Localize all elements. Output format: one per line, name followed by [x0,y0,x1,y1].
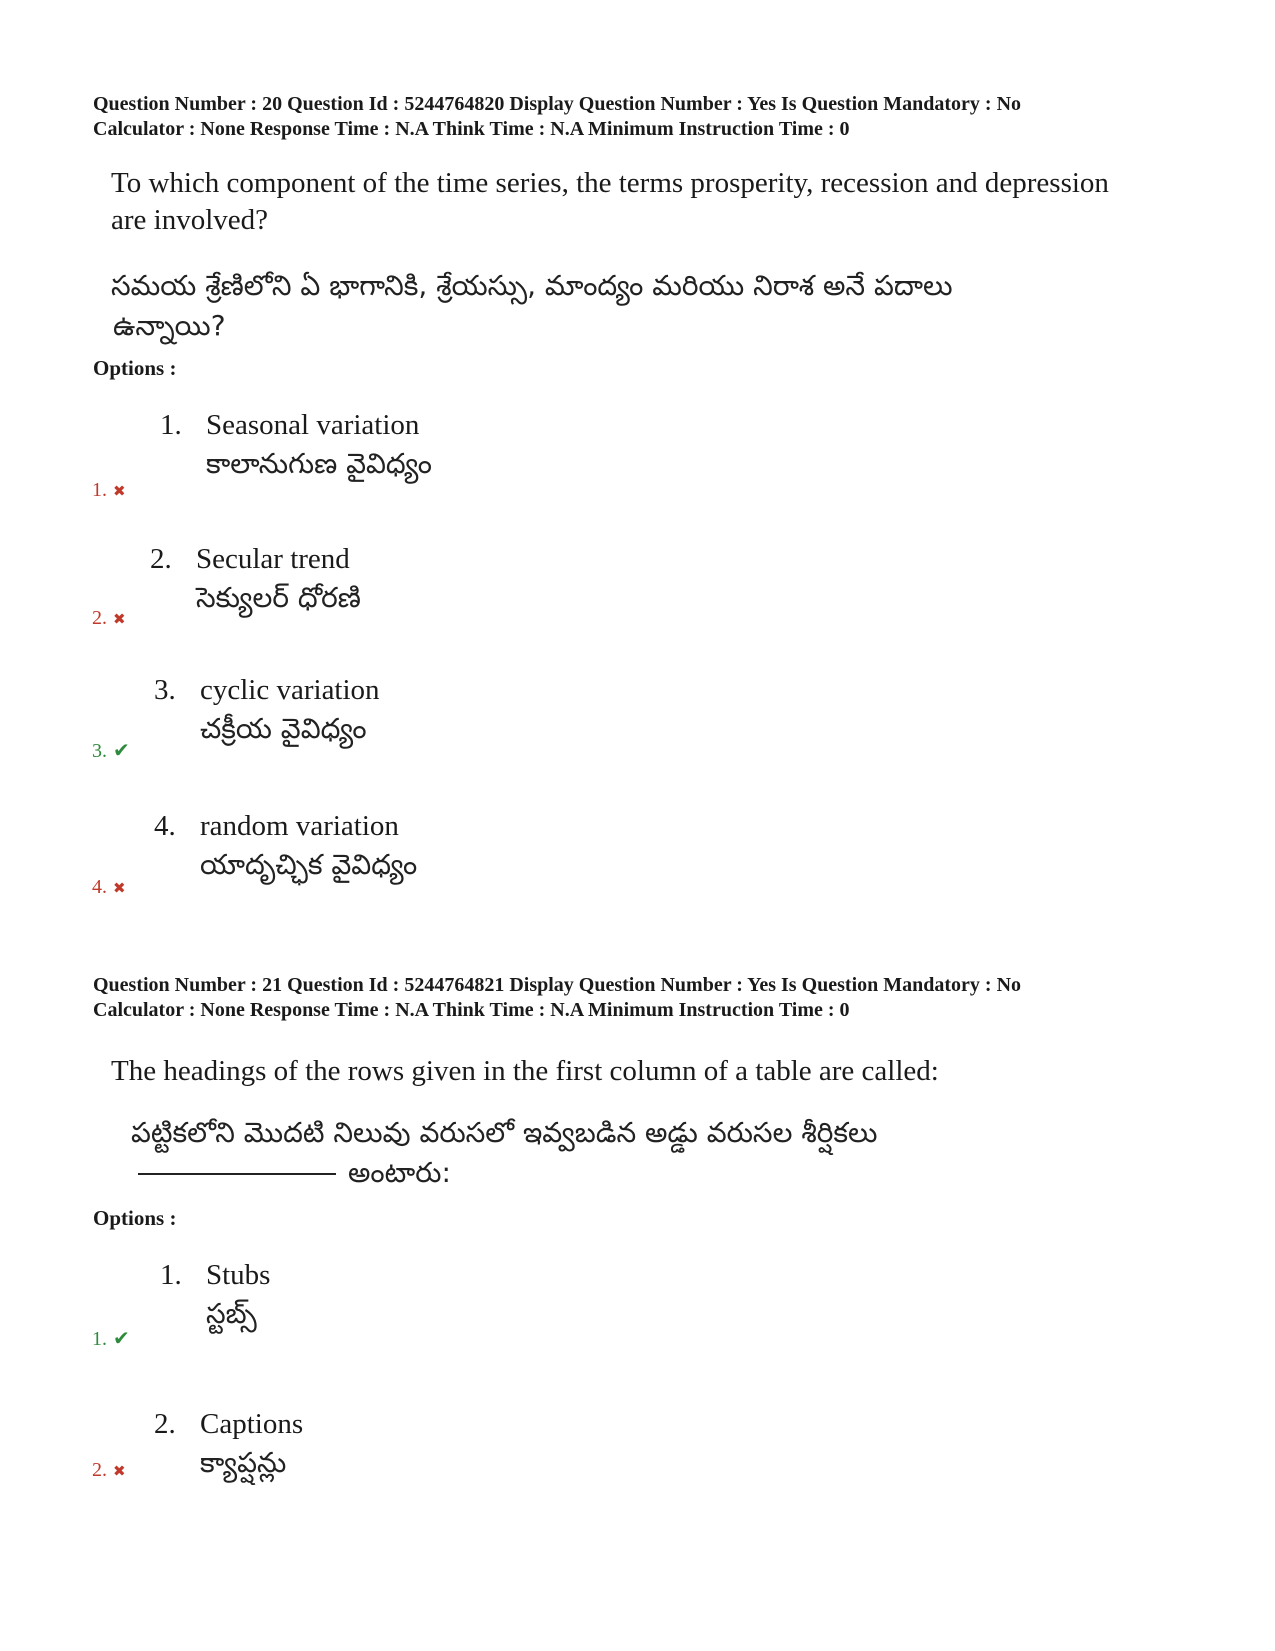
question-text-te: పట్టికలోని మొదటి నిలువు వరుసలో ఇవ్వబడిన అడ్డు వరుసల శీర్షికలు [131,1116,878,1149]
option-text-en: Seasonal variation [206,409,420,441]
option-number: 4. [154,810,176,842]
option-text-en: Captions [200,1408,304,1440]
question-text-en-cont: are involved? [111,204,269,236]
question-meta-line2: Calculator : None Response Time : N.A Think Time : N.A Minimum Instruction Time : 0 [93,118,850,140]
option-text-te: చక్రీయ వైవిధ్యం [200,712,367,745]
option-marker [92,607,126,630]
option-marker-number: 2. [92,607,107,629]
option-number: 3. [154,674,176,706]
option-marker [92,738,130,763]
question-text-te-cont [138,1152,451,1194]
option-text-en: random variation [200,810,399,842]
wrong-icon: ✖ [113,484,126,500]
option-text-en: cyclic variation [200,674,380,706]
option-text-te: యాదృచ్ఛిక వైవిధ్యం [200,848,418,881]
question-meta-line2: Calculator : None Response Time : N.A Think Time : N.A Minimum Instruction Time : 0 [93,999,850,1021]
option-marker-number: 4. [92,876,107,898]
option-text-en: Secular trend [196,543,350,575]
question-text-te: సమయ శ్రేణిలోని ఏ భాగానికి, శ్రేయస్సు, మాంద్యం మరియు నిరాశ అనే పదాలు [111,269,953,302]
option-text-te: స్టబ్స్ [206,1297,257,1330]
option-number: 1. [160,409,182,441]
option-marker-number: 1. [92,1328,107,1350]
checkmark-icon: ✔ [113,1328,130,1350]
options-label: Options : [93,356,177,380]
question-meta-line1: Question Number : 20 Question Id : 5244764820 Display Question Number : Yes Is Question Mandatory : No [93,93,1022,115]
wrong-icon: ✖ [113,612,126,628]
option-number: 2. [150,543,172,575]
option-marker [92,479,126,502]
option-marker-number: 3. [92,740,107,762]
checkmark-icon: ✔ [113,740,130,762]
question-text-te-cont: ఉన్నాయి? [113,309,226,342]
option-number: 1. [160,1259,182,1291]
question-text-en: To which component of the time series, the terms prosperity, recession and depression [111,167,1109,199]
fill-in-blank [138,1173,336,1175]
option-text-te: క్యాప్షన్లు [200,1446,287,1479]
option-marker-number: 2. [92,1459,107,1481]
option-marker [92,876,126,899]
option-text-te: కాలానుగుణ వైవిధ్యం [206,447,432,480]
option-number: 2. [154,1408,176,1440]
question-text-te-tail: అంటారు: [348,1156,451,1189]
option-marker-number: 1. [92,479,107,501]
wrong-icon: ✖ [113,1464,126,1480]
wrong-icon: ✖ [113,881,126,897]
option-text-te: సెక్యులర్ ధోరణి [196,581,361,614]
question-text-en: The headings of the rows given in the first column of a table are called: [111,1055,939,1087]
question-meta-line1: Question Number : 21 Question Id : 5244764821 Display Question Number : Yes Is Question Mandatory : No [93,974,1022,996]
option-marker [92,1459,126,1482]
option-marker [92,1326,130,1351]
options-label: Options : [93,1206,177,1230]
option-text-en: Stubs [206,1259,271,1291]
